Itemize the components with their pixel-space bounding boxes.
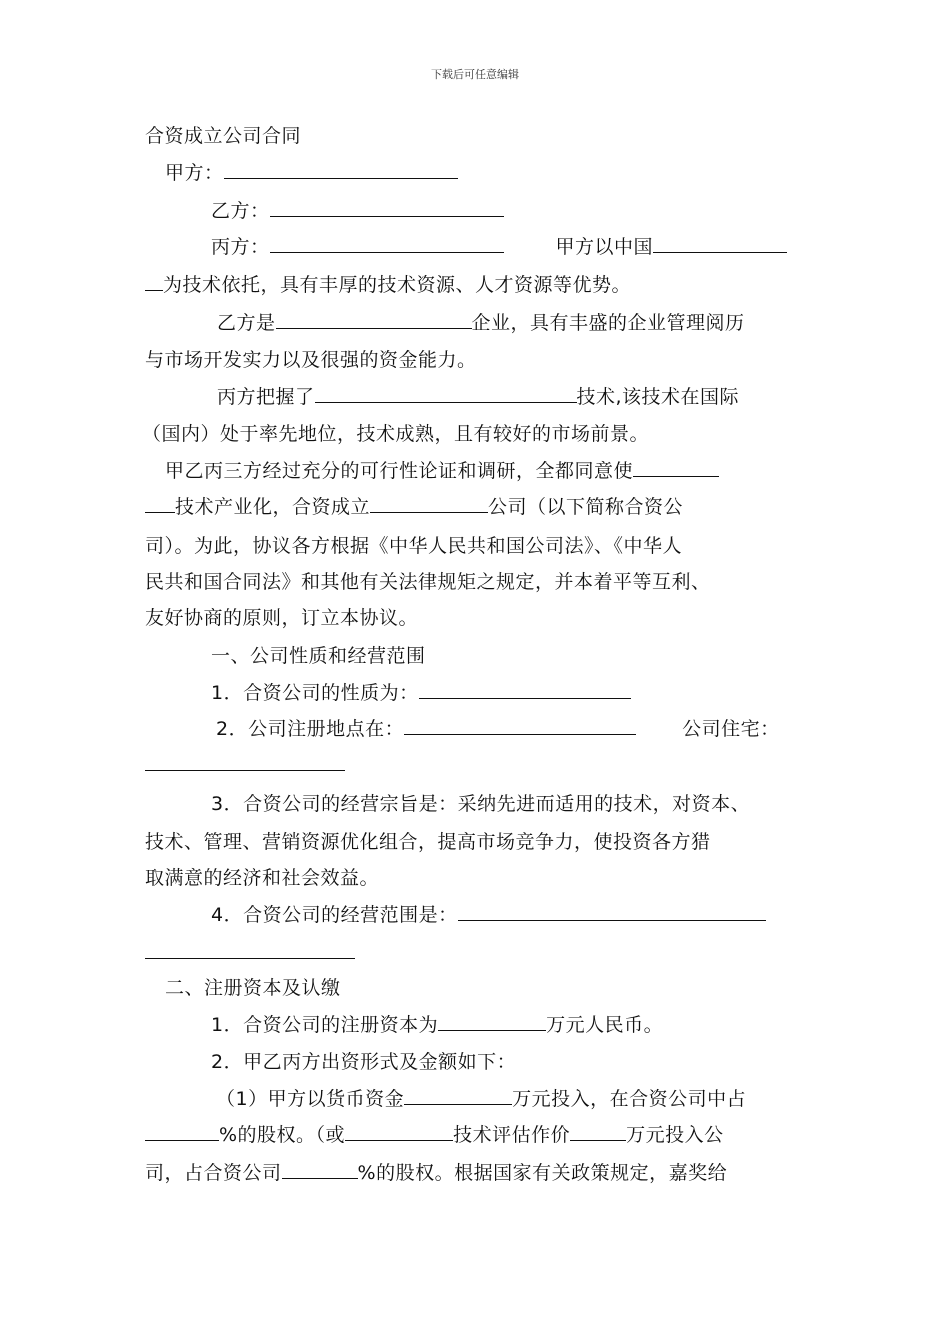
party-c-label: 丙方： [211, 236, 270, 258]
p4-line-4: 民共和国合同法》和其他有关法律规矩之规定，并本着平等互利、 [145, 571, 711, 593]
s2-item-3-text-f: 司，占合资公司 [145, 1162, 282, 1184]
p3-text-b: 技术,该技术在国际 [576, 386, 740, 408]
s2-item-3-blank-2 [145, 1122, 219, 1141]
p4-line-3: 司）。为此，协议各方根据《中华人民共和国公司法》、《中华人 [145, 535, 683, 557]
s1-item-4-text: 4．合资公司的经营范围是： [211, 904, 458, 926]
party-a-line [165, 160, 458, 185]
s2-item-3-text-g: %的股权。根据国家有关政策规定，嘉奖给 [357, 1162, 728, 1184]
s1-item-4-blank [458, 902, 766, 921]
s1-item-2 [216, 716, 816, 741]
s1-item-2-text: 2．公司注册地点在： [216, 718, 405, 740]
s1-item-4 [211, 902, 811, 927]
s2-item-2: 2．甲乙丙方出资形式及金额如下： [211, 1051, 517, 1073]
s2-item-3-line-3 [145, 1160, 813, 1185]
s2-item-3-line-2 [145, 1122, 813, 1147]
p2-text-b: 企业，具有丰盛的企业管理阅历 [471, 312, 745, 334]
p1-blank-cont [145, 272, 163, 291]
party-b-blank [270, 198, 504, 217]
p4-text-a: 甲乙丙三方经过充分的可行性论证和调研，全都同意使 [165, 460, 634, 482]
p4-blank-1-cont [145, 494, 175, 513]
section-2-title: 二、注册资本及认缴 [165, 977, 341, 999]
s1-item-1 [211, 680, 631, 705]
s1-item-2-line-2 [145, 752, 345, 777]
s2-item-3-text-a: （1）甲方以货币资金 [216, 1088, 405, 1110]
s2-item-3-text-e: 万元投入公 [626, 1124, 724, 1146]
p4-line-5: 友好协商的原则，订立本协议。 [145, 607, 419, 629]
p4-blank-1 [633, 458, 719, 477]
p1-blank [653, 234, 787, 253]
s2-item-3-line-1 [216, 1086, 804, 1111]
p2-text-a: 乙方是 [217, 312, 276, 334]
s1-item-3-line-2: 技术、管理、营销资源优化组合，提高市场竞争力，使投资各方猎 [145, 831, 711, 853]
p4-line-1 [165, 458, 813, 483]
s1-item-1-blank [419, 680, 631, 699]
s2-item-3-blank-3 [345, 1122, 453, 1141]
s1-item-3-line-3: 取满意的经济和社会效益。 [145, 867, 380, 889]
p2-line-2: 与市场开发实力以及很强的资金能力。 [145, 349, 477, 371]
s1-item-3-line-1: 3．合资公司的经营宗旨是：采纳先进而适用的技术，对资本、 [211, 793, 751, 815]
s2-item-1-text-b: 万元人民币。 [546, 1014, 664, 1036]
p4-text-b: 技术产业化，合资成立 [175, 496, 371, 518]
s1-item-4-blank-cont [145, 940, 355, 959]
p2-line-1 [217, 310, 813, 335]
s2-item-3-blank-1 [404, 1086, 512, 1105]
s2-item-3-text-d: 技术评估作价 [453, 1124, 571, 1146]
p1-text-b: 为技术依托，具有丰厚的技术资源、人才资源等优势。 [163, 274, 632, 296]
s1-item-2b-blank [145, 752, 345, 771]
s2-item-1-text-a: 1．合资公司的注册资本为 [211, 1014, 439, 1036]
party-b-label: 乙方： [211, 200, 270, 222]
s2-item-3-text-c: %的股权。（或 [219, 1124, 346, 1146]
s2-item-1-blank [438, 1012, 546, 1031]
section-1-title: 一、公司性质和经营范围 [211, 645, 426, 667]
s2-item-3-blank-5 [282, 1160, 358, 1179]
p2-blank [276, 310, 472, 329]
p3-text-a: 丙方把握了 [217, 386, 315, 408]
party-a-blank [224, 160, 458, 179]
p4-blank-2 [370, 494, 488, 513]
s1-item-4-line-2 [145, 940, 355, 965]
p4-text-c: 公司（以下简称合资公 [488, 496, 684, 518]
p3-line-1 [217, 384, 813, 409]
party-c-line [211, 234, 813, 259]
p1-text-a: 甲方以中国 [555, 236, 654, 258]
s2-item-3-text-b: 万元投入，在合资公司中占 [512, 1088, 747, 1110]
p4-line-2 [145, 494, 813, 519]
p1-line-2 [145, 272, 813, 297]
s1-item-2-blank [404, 716, 636, 735]
s1-item-2b-text: 公司住宅： [682, 718, 780, 740]
s2-item-3-blank-4 [570, 1122, 626, 1141]
page-header: 下载后可任意编辑 [431, 68, 519, 81]
contract-title: 合资成立公司合同 [145, 125, 302, 147]
p3-line-2: （国内）处于率先地位，技术成熟，且有较好的市场前景。 [142, 423, 650, 445]
p3-blank [315, 384, 577, 403]
s2-item-1 [211, 1012, 663, 1037]
party-c-blank [270, 234, 504, 253]
s1-item-1-text: 1．合资公司的性质为： [211, 682, 419, 704]
party-a-label: 甲方： [165, 162, 224, 184]
party-b-line [211, 198, 504, 223]
